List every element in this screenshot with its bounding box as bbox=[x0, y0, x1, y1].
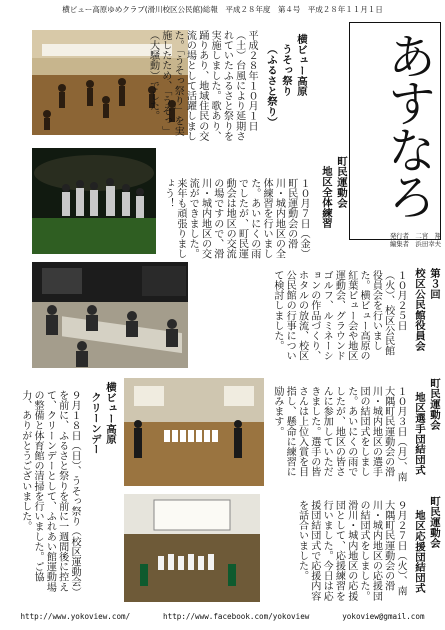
festival-title: 横ビュー高原 bbox=[295, 34, 307, 97]
cleanup-title: 横ビュー高原 bbox=[104, 382, 116, 445]
cleanup-subtitle: クリーンデー bbox=[89, 392, 101, 455]
publisher-line: 発行者 二宮 翔 bbox=[389, 232, 441, 240]
editor-line: 編集者 浜田幸夫 bbox=[389, 239, 441, 248]
meeting-photo bbox=[32, 262, 188, 368]
team-photo bbox=[124, 378, 264, 486]
festival-subtitle2: （ふるさと祭り） bbox=[265, 44, 277, 128]
festival-body: 平成２８年１０月１日（土）台風により延期されていたふるさと祭りを実施しました。歌あり、踊りあり、地域住民の交流の場として活躍しました。「うそっ祭り」を実施したため、「うそっ」（大騒動）でした。 bbox=[147, 30, 257, 142]
practice-subtitle: 地区全体練習 bbox=[320, 166, 332, 229]
team-subtitle: 地区選手団結団式 bbox=[413, 392, 425, 476]
cheer-title: 町民運動会 bbox=[428, 496, 440, 548]
kominkan-title: 第３回 bbox=[428, 268, 440, 300]
footer-link-website[interactable]: http://www.yokoview.com/ bbox=[20, 611, 131, 621]
cheer-body: ９月２７日（火）、南大隅町民運動会の滑川・城内地区の応援団の結団式をしました。滑川・城内地区の応援団として、応援練習を行いました。今日は応援団結団式で応援内容を話合いました。 bbox=[296, 500, 406, 601]
kominkan-subtitle: 校区公民館役員会 bbox=[413, 268, 425, 352]
masthead bbox=[349, 22, 441, 240]
practice-title: 町民運動会 bbox=[335, 156, 347, 208]
kominkan-body: １０月２５日（火）、校区公民館役員会を行いました。横ビュー高原の紅葉ビュー会や地区運動会、グラウンドゴルフ、ルミネーションの作品づくり、ホタルの放流、校区公民館の行事について検討しました。 bbox=[271, 270, 406, 361]
masthead-title: あすなろ bbox=[380, 31, 437, 219]
cleanup-body: ９月１８日（日）、うそっ祭り（校区運動会）を前に、ふるさと祭りを前に一週間後に控えて、クリーンデーとして、ふれあい館運動場の整備と体育館の清掃を行いました。ご協力、ありがとうございました。 bbox=[19, 390, 80, 598]
footer-email[interactable]: yokoview@gmail.com bbox=[342, 611, 425, 621]
festival-subtitle: うそっ祭り bbox=[280, 44, 292, 96]
practice-body: １０月７日（金）町民運動会の滑川・城内地区の全体練習を行いました。あいにくの雨でしたが、町民運動会は地区の交流の場ですので、滑川・城内地区の交流ができました。来年も頑張りましょう！ bbox=[162, 178, 309, 259]
team-body: １０月３日（月）、南大隅町民運動会の滑川・城内地区の選手団の結団式をしました。あいにくの雨でしたが、地区の皆さんに参加していただきました。選手の皆さんは上位入賞を目指し、懸命に練習に励みます。 bbox=[271, 386, 406, 482]
practice-photo bbox=[32, 148, 156, 254]
cheer-subtitle: 地区応援団結団式 bbox=[413, 510, 425, 594]
cheer-photo bbox=[124, 494, 260, 602]
newsletter-header: 横ビュー高原ゆめクラブ(滑川校区公民館)総報 平成２８年度 第４号 平成２８年１１月１日 bbox=[62, 5, 383, 14]
publisher-info bbox=[349, 233, 441, 263]
team-title: 町民運動会 bbox=[428, 378, 440, 430]
footer bbox=[4, 608, 441, 624]
footer-link-facebook[interactable]: http://www.facebook.com/yokoview bbox=[163, 611, 310, 621]
